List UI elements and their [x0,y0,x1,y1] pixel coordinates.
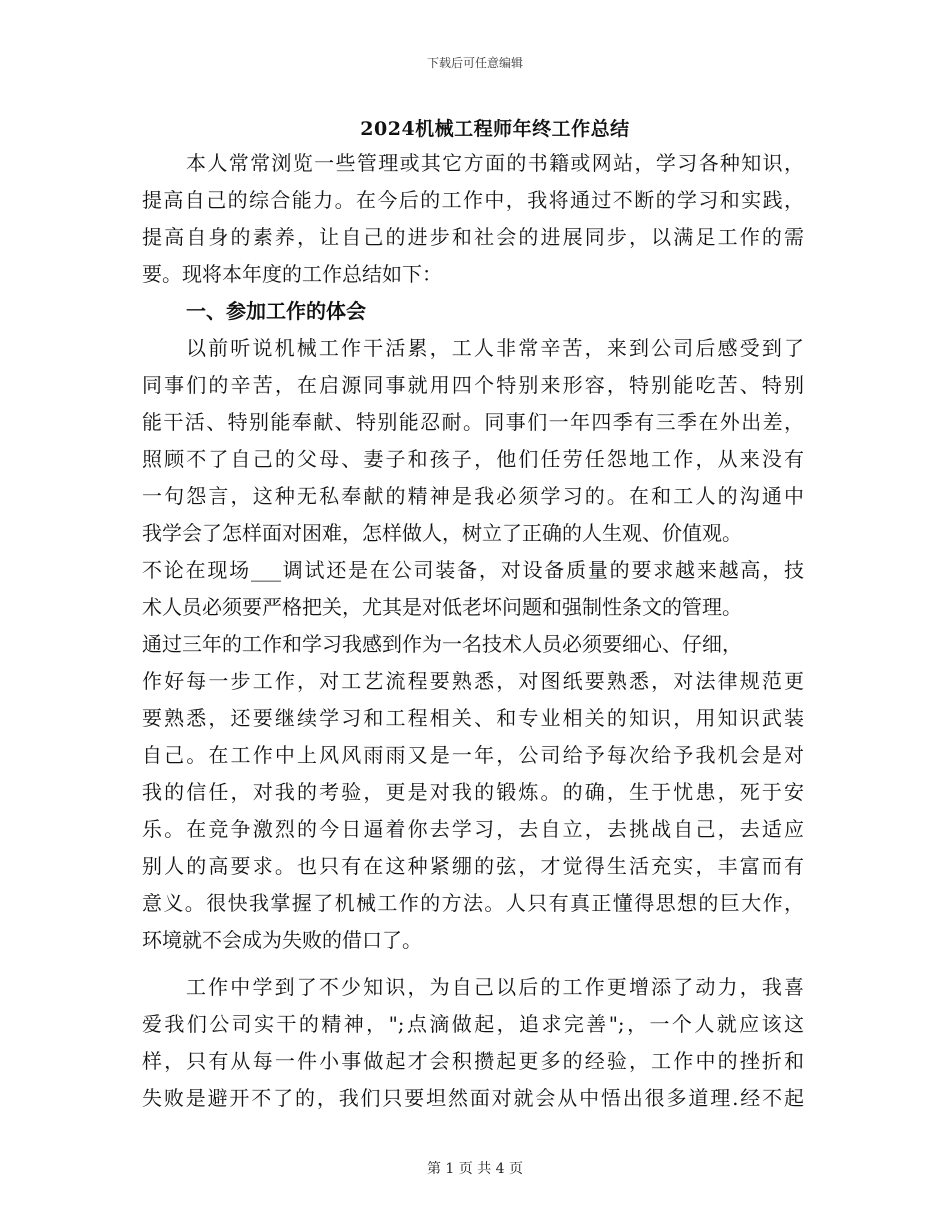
paragraph-line: 样，只有从每一件小事做起才会积攒起更多的经验，工作中的挫折和 [142,1049,804,1073]
document-title: 2024机械工程师年终工作总结 [360,118,630,140]
paragraph-line: 不论在现场___调试还是在公司装备，对设备质量的要求越来越高，技 [142,558,804,582]
paragraph-line: 工作中学到了不少知识，为自己以后的工作更增添了动力，我喜 [186,975,804,999]
paragraph-line: 作好每一步工作，对工艺流程要熟悉，对图纸要熟悉，对法律规范更 [142,669,804,693]
section-heading: 一、参加工作的体会 [186,299,366,323]
paragraph-line: 我学会了怎样面对困难，怎样做人，树立了正确的人生观、价值观。 [142,521,742,545]
paragraph-line: 以前听说机械工作干活累，工人非常辛苦，来到公司后感受到了 [186,336,804,360]
page-header-note: 下载后可任意编辑 [426,56,523,70]
paragraph-line: 爱我们公司实干的精神，";点滴做起，追求完善";，一个人就应该这 [142,1012,804,1036]
intro-line: 提高自身的素养，让自己的进步和社会的进展同步，以满足工作的需 [142,225,804,249]
paragraph-line: 同事们的辛苦，在启源同事就用四个特别来形容，特别能吃苦、特别 [142,373,804,397]
intro-line: 本人常常浏览一些管理或其它方面的书籍或网站，学习各种知识， [186,151,804,175]
paragraph-line: 意义。很快我掌握了机械工作的方法。人只有真正懂得思想的巨大作， [142,891,804,915]
paragraph-line: 乐。在竞争激烈的今日逼着你去学习，去自立，去挑战自己，去适应 [142,817,804,841]
page-number-footer: 第 1 页 共 4 页 [426,1161,524,1177]
paragraph-line: 能干活、特别能奉献、特别能忍耐。同事们一年四季有三季在外出差， [142,410,804,434]
paragraph-line: 照顾不了自己的父母、妻子和孩子，他们任劳任怨地工作，从来没有 [142,447,804,471]
paragraph-line: 术人员必须要严格把关，尤其是对低老坏问题和强制性条文的管理。 [142,595,742,619]
paragraph-line: 自己。在工作中上风风雨雨又是一年，公司给予每次给予我机会是对 [142,743,804,767]
paragraph-line: 我的信任，对我的考验，更是对我的锻炼。的确，生于忧患，死于安 [142,780,804,804]
paragraph-line: 一句怨言，这种无私奉献的精神是我必须学习的。在和工人的沟通中 [142,484,804,508]
document-body [142,145,804,1117]
paragraph-line: 环境就不会成为失败的借口了。 [142,928,422,952]
paragraph-gap [142,959,804,969]
paragraph-line: 别人的高要求。也只有在这种紧绷的弦，才觉得生活充实，丰富而有 [142,854,804,878]
paragraph-line: 通过三年的工作和学习我感到作为一名技术人员必须要细心、仔细， [142,632,742,656]
paragraph-line: 要熟悉，还要继续学习和工程相关、和专业相关的知识，用知识武装 [142,706,804,730]
intro-line: 要。现将本年度的工作总结如下： [142,262,442,286]
paragraph-line: 失败是避开不了的，我们只要坦然面对就会从中悟出很多道理.经不起 [142,1086,804,1110]
intro-line: 提高自己的综合能力。在今后的工作中，我将通过不断的学习和实践， [142,188,804,212]
